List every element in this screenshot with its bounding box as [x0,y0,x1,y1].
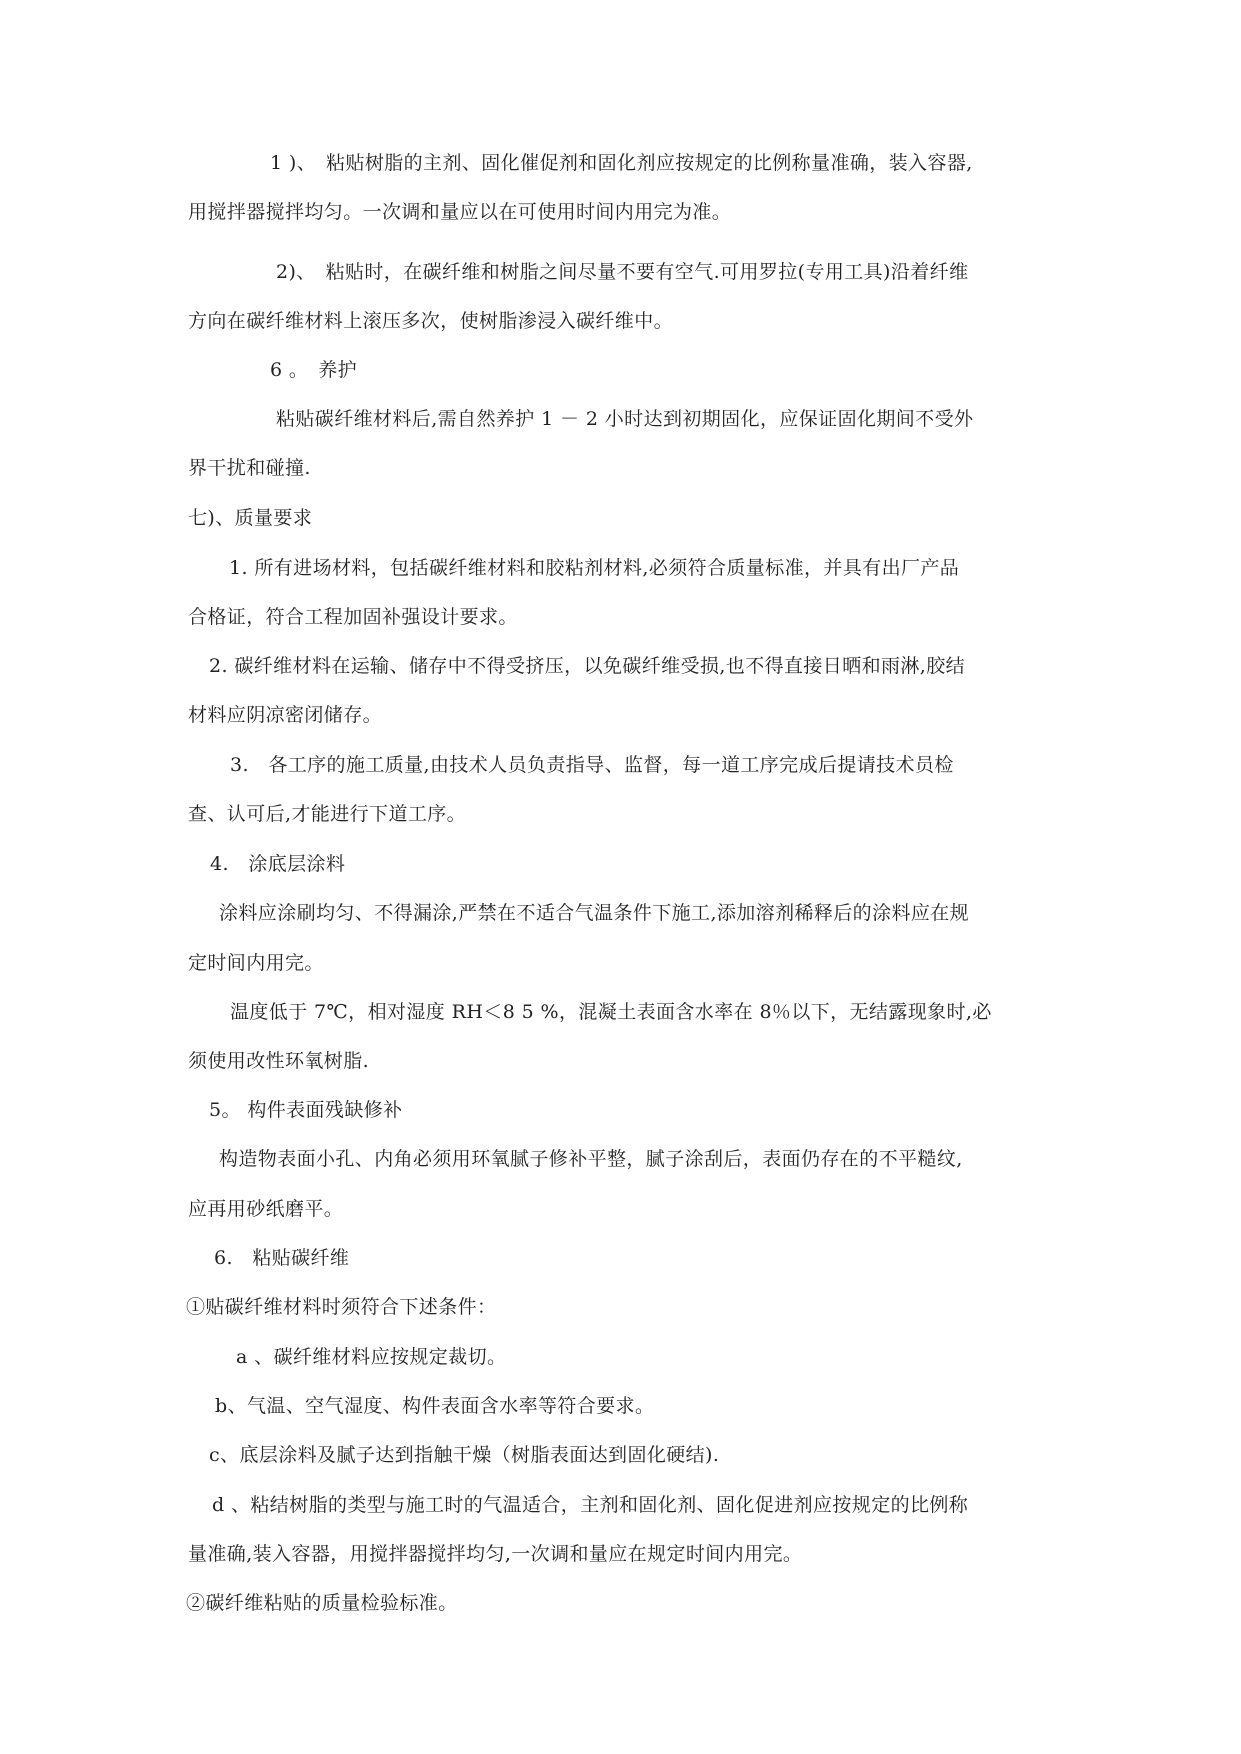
text-line-28: d 、粘结树脂的类型与施工时的气温适合，主剂和固化剂、固化促进剂应按规定的比例称 [212,1494,969,1516]
text-line-11: 2. 碳纤维材料在运输、储存中不得受挤压，以免碳纤维受损,也不得直接日晒和雨淋,胶结 [209,655,966,677]
text-line-17: 定时间内用完。 [188,952,324,974]
text-line-21: 构造物表面小孔、内角必须用环氧腻子修补平整，腻子涂刮后，表面仍存在的不平糙纹, [219,1148,963,1170]
text-line-26: b、气温、空气湿度、构件表面含水率等符合要求。 [215,1395,655,1417]
section-heading-quality: 七)、质量要求 [188,507,313,529]
text-line-3: 2)、 粘贴时，在碳纤维和树脂之间尽量不要有空气.可用罗拉(专用工具)沿着纤维 [276,261,969,283]
text-line-2: 用搅拌器搅拌均匀。一次调和量应以在可使用时间内用完为准。 [188,201,732,223]
text-line-18: 温度低于 7℃，相对湿度 RH＜8 5 %，混凝土表面含水率在 8％以下，无结露现象时,必 [230,1001,992,1023]
text-line-1: 1 )、 粘贴树脂的主剂、固化催促剂和固化剂应按规定的比例称量准确，装入容器, [270,152,973,174]
text-line-12: 材料应阴凉密闭储存。 [188,704,383,726]
text-line-7: 界干扰和碰撞. [188,457,311,479]
text-line-25: a 、碳纤维材料应按规定裁切。 [236,1346,507,1368]
text-line-16: 涂料应涂刷均匀、不得漏涂,严禁在不适合气温条件下施工,添加溶剂稀释后的涂料应在规 [219,902,970,924]
text-line-23: 6. 粘贴碳纤维 [214,1247,350,1269]
text-line-30: ②碳纤维粘贴的质量检验标准。 [186,1592,458,1614]
text-line-4: 方向在碳纤维材料上滚压多次，使树脂渗浸入碳纤维中。 [188,310,674,332]
text-line-19: 须使用改性环氧树脂. [188,1050,370,1072]
text-line-9: 1. 所有进场材料，包括碳纤维材料和胶粘剂材料,必须符合质量标准，并具有出厂产品 [229,557,960,579]
text-line-6: 粘贴碳纤维材料后,需自然养护 1 － 2 小时达到初期固化，应保证固化期间不受外 [276,408,974,430]
text-line-29: 量准确,装入容器，用搅拌器搅拌均匀,一次调和量应在规定时间内用完。 [188,1543,803,1565]
text-line-20: 5。 构件表面残缺修补 [209,1099,403,1121]
text-line-5: 6 。 养护 [270,359,358,381]
text-line-13: 3. 各工序的施工质量,由技术人员负责指导、监督，每一道工序完成后提请技术员检 [230,754,954,776]
text-line-27: c、底层涂料及腻子达到指触干燥（树脂表面达到固化硬结). [209,1444,720,1466]
text-line-15: 4. 涂底层涂料 [210,853,346,875]
text-line-22: 应再用砂纸磨平。 [188,1198,344,1220]
text-line-10: 合格证，符合工程加固补强设计要求。 [188,606,518,628]
text-line-24: ①贴碳纤维材料时须符合下述条件： [186,1296,497,1318]
text-line-14: 查、认可后,才能进行下道工序。 [188,803,467,825]
